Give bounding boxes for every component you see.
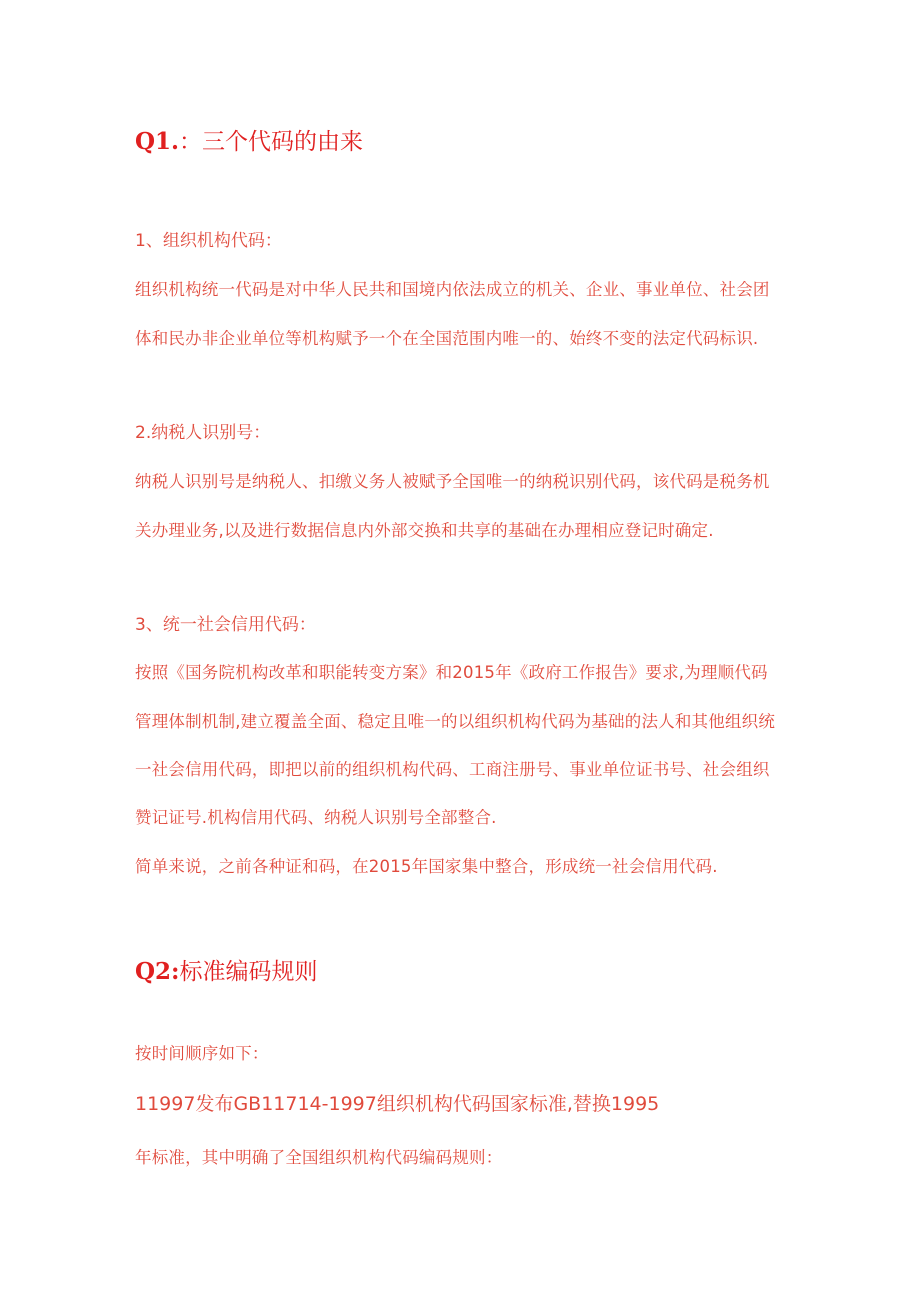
section-1-line-2: 体和民办非企业单位等机构赋予一个在全国范围内唯一的、始终不变的法定代码标识. [135, 329, 759, 348]
q1-title: ：三个代码的由来 [179, 129, 364, 155]
section-4-intro: 按时间顺序如下： [135, 1044, 269, 1063]
q2-number: Q2: [135, 958, 180, 985]
section-4-standard-line: 11997发布GB11714-1997组织机构代码国家标准,替换1995 [135, 1093, 660, 1115]
section-2-heading: 2.纳税人识别号： [135, 423, 271, 443]
section-3-line-3: 一社会信用代码，即把以前的组织机构代码、工商注册号、事业单位证书号、社会组织 [135, 760, 770, 779]
section-3-heading: 3、统一社会信用代码： [135, 615, 316, 635]
section-3-line-4: 赞记证号.机构信用代码、纳税人识别号全部整合. [135, 808, 497, 827]
section-3-summary: 简单来说，之前各种证和码，在2015年国家集中整合，形成统一社会信用代码. [135, 857, 718, 876]
q1-heading [135, 126, 363, 158]
q1-number: Q1. [135, 128, 180, 155]
section-4-last-line: 年标准，其中明确了全国组织机构代码编码规则： [135, 1148, 503, 1167]
section-1-heading: 1、组织机构代码： [135, 231, 282, 251]
section-1-line-1: 组织机构统一代码是对中华人民共和国境内依法成立的机关、企业、事业单位、社会团 [135, 280, 770, 299]
section-2-line-2: 关办理业务,以及进行数据信息内外部交换和共享的基础在办理相应登记时确定. [135, 521, 714, 540]
section-2-line-1: 纳税人识别号是纳税人、扣缴义务人被赋予全国唯一的纳税识别代码，该代码是税务机 [135, 472, 770, 491]
section-3-line-1: 按照《国务院机构改革和职能转变方案》和2015年《政府工作报告》要求,为理顺代码 [135, 663, 768, 682]
q2-heading [135, 956, 318, 988]
q2-title: 标准编码规则 [179, 959, 318, 985]
section-3-line-2: 管理体制机制,建立覆盖全面、稳定且唯一的以组织机构代码为基础的法人和其他组织统 [135, 712, 776, 731]
